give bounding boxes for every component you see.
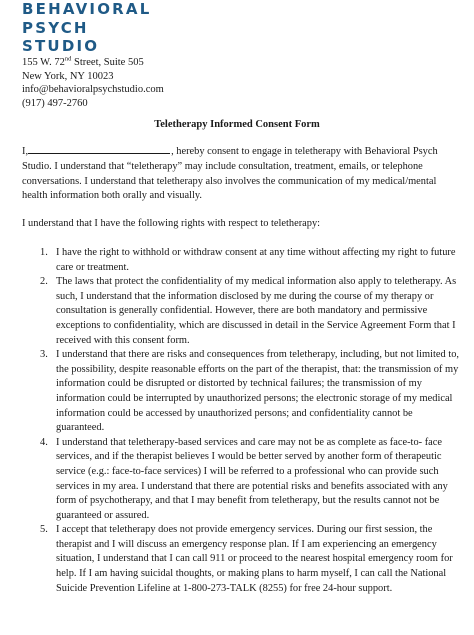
list-item: [40, 275, 460, 348]
list-item-text: I understand that teletherapy-based services and care may not be as complete as face-to- face services, and if the therapist believes I would be better served by another form of therapeutic service (e.g.: face-to-face services) I will be referred to a professional who can provide such services in my area. I understand that there are potential risks and benefits associated with any form of psychotherapy, and that I may benefit from teletherapy, but the results cannot not be guaranteed or assured.: [56, 436, 448, 521]
list-item-number: 5.: [40, 524, 48, 536]
rights-intro: I understand that I have the following rights with respect to teletherapy:: [22, 218, 321, 229]
list-item-number: 1.: [40, 247, 48, 258]
intro-text: hereby consent to engage in teletherapy with Behavioral Psych Studio. I understand that “teletherapy” may include consultation, treatment, emails, or telephone conversations. I understand that teletherapy also involves the communication of my medical/mental health information both orally and visually.: [22, 146, 438, 202]
street-prefix: 155 W. 72: [22, 57, 65, 68]
logo-line-2: PSYCH: [22, 18, 89, 37]
street-ordinal: nd: [64, 55, 72, 63]
street-suffix: Street, Suite 505: [71, 57, 144, 68]
contact-block: [22, 56, 164, 110]
list-item-number: 3.: [40, 349, 48, 361]
form-title: Teletherapy Informed Consent Form: [154, 119, 320, 130]
list-item-number: 2.: [40, 276, 48, 288]
list-item: [40, 348, 460, 436]
city-line: New York, NY 10023: [22, 70, 114, 82]
logo-line-1: BEHAVIORAL: [22, 0, 152, 18]
list-item-text: The laws that protect the confidentiality of my medical information also apply to teletherapy. As such, I understand that the information disclosed by me during the course of my therapy or consultation is generally confidential. However, there are both mandatory and permissive exceptions to confidentiality, which are discussed in detail in the Service Agreement Form that I received with this consent form.: [56, 276, 457, 346]
logo-line-3: STUDIO: [22, 37, 100, 55]
rights-list: [40, 246, 460, 596]
list-item-number: 4.: [40, 436, 48, 448]
brand-logo: [22, 0, 151, 56]
list-item-text: I understand that there are risks and consequences from teletherapy, including, but not limited to, the possibility, despite reasonable efforts on the part of the therapist, that: the transmission of my information could be disrupted or distorted by technical failures; the transmission of my information could be interrupted by unauthorized persons; the electronic storage of my medical information could be accessed by unauthorized persons; and confidentiality cannot be guaranteed.: [56, 349, 459, 434]
email-address: info@behavioralpsychstudio.com: [22, 84, 164, 96]
street-address: [22, 56, 164, 70]
consent-intro-paragraph: I, , hereby consent to engage in teletherapy with Behavioral Psych Studio. I understand that “teletherapy” may include consultation, treatment, emails, or telephone conversations. I understand that teletherapy also involves the communication of my medical/mental health information both orally and visually.: [22, 146, 438, 202]
intro-prefix: I,: [22, 146, 29, 157]
list-item-text: I have the right to withhold or withdraw consent at any time without affecting my right to future care or treatment.: [56, 247, 456, 273]
list-item: [40, 523, 460, 596]
name-blank-line[interactable]: [28, 144, 170, 154]
phone-number: (917) 497-2760: [22, 97, 88, 109]
list-item-text: I accept that teletherapy does not provide emergency services. During our first session, the therapist and I will discuss an emergency response plan. If I am experiencing an emergency situation, I understand that I can call 911 or proceed to the nearest hospital emergency room for help. If I am having suicidal thoughts, or making plans to harm myself, I can call the National Suicide Prevention Lifeline at 1-800-273-TALK (8255) for free 24-hour support.: [56, 524, 453, 594]
list-item: [40, 436, 460, 524]
list-item: [40, 246, 460, 275]
